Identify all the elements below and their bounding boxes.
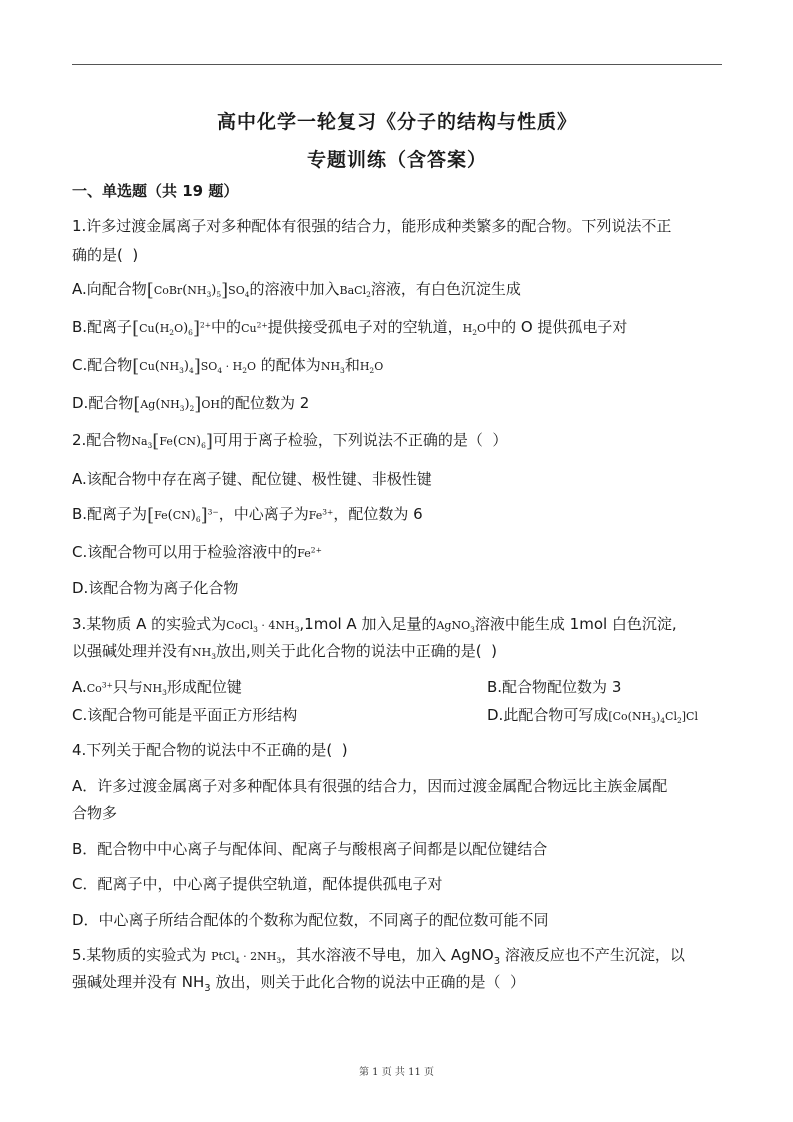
header-rule <box>72 64 722 65</box>
formula-cu-h2o-ion: $[Cu(H_2O)_6]^{2+}$ <box>132 318 212 339</box>
formula-na3-fe-cn6: $Na_3[Fe(CN)_6]$ <box>131 431 213 452</box>
formula-fe-cn6-ion: $[Fe(CN)_6]^{3-}$ <box>147 505 219 526</box>
formula-fe3plus: $Fe^{3+}$ <box>308 507 334 522</box>
formula-agno3: AgNO$_3$ <box>436 619 475 635</box>
q3-stem-line2: 以强碱处理并没有$NH_3$放出,则关于此化合物的说法中正确的是( ) <box>72 642 498 662</box>
q2-option-b: B.配离子为$[Fe(CN)_6]^{3-}$，中心离子为$Fe^{3+}$，配位数为 6 <box>72 505 423 526</box>
formula-nh3: $NH_3$ <box>142 682 167 698</box>
q1-option-b: B.配离子$[Cu(H_2O)_6]^{2+}$中的$Cu^{2+}$提供接受孤电子对的空轨道，$H_2O$中的 O 提供孤电子对 <box>72 318 628 339</box>
q4-stem: 4.下列关于配合物的说法中不正确的是( ) <box>72 741 348 759</box>
formula-co3plus: $Co^{3+}$ <box>86 680 113 695</box>
q3-stem-line1: 3.某物质 A 的实验式为CoCl$_3$ · $4NH_3,1mol$ A 加入足量的AgNO$_3$溶液中能生成 1mol 白色沉淀, <box>72 615 677 635</box>
formula-h2o: $H_2O$ <box>359 360 384 376</box>
formula-nh3: $NH_3$ <box>320 360 345 376</box>
formula-ag-nh3-oh: $[Ag(NH_3)_2]OH$ <box>133 394 220 415</box>
formula-co-nh3-4-cl2-cl: $[Co(NH_3)_4Cl_2]Cl$ <box>608 710 698 726</box>
q4-option-c: C．配离子中，中心离子提供空轨道，配体提供孤电子对 <box>72 875 443 893</box>
q3-option-d: D.此配合物可写成$[Co(NH_3)_4Cl_2]Cl$ <box>487 706 698 726</box>
page-title: 高中化学一轮复习《分子的结构与性质》 <box>216 111 577 133</box>
q1-option-a: A.向配合物$[CoBr(NH_3)_5]SO_4$的溶液中加入BaCl$_2$溶液，有白色沉淀生成 <box>72 280 521 301</box>
q4-option-b: B．配合物中中心离子与配体间、配离子与酸根离子间都是以配位键结合 <box>72 840 548 858</box>
page-footer: 第 1 页 共 11 页 <box>359 1067 434 1078</box>
formula-cu2plus: $Cu^{2+}$ <box>241 320 268 335</box>
formula-cocl3-4nh3: CoCl$_3$ · $4NH_3$ <box>226 619 300 635</box>
formula-ptcl4-2nh3: PtCl$_4$ · $2NH_3$ <box>211 950 282 966</box>
formula-bacl2: BaCl$_2$ <box>339 284 371 300</box>
q4-option-a-line2: 合物多 <box>72 804 118 822</box>
q2-option-a: A.该配合物中存在离子键、配位键、极性键、非极性键 <box>72 470 432 488</box>
q1-stem-line1: 1.许多过渡金属离子对多种配体有很强的结合力，能形成种类繁多的配合物。下列说法不正 <box>72 217 672 235</box>
formula-cobr-complex: $[CoBr(NH_3)_5]SO_4$ <box>146 280 250 301</box>
q3-option-a: $A.Co^{3+}$只与$NH_3$形成配位键 <box>72 678 242 698</box>
q3-option-b: B.配合物配位数为 3 <box>487 678 622 696</box>
formula-fe2plus: $Fe^{2+}$ <box>297 545 322 560</box>
q3-option-c: C.该配合物可能是平面正方形结构 <box>72 706 298 724</box>
q1-option-d: D.配合物$[Ag(NH_3)_2]OH$的配位数为 2 <box>72 394 310 415</box>
formula-cu-nh3-sulfate: $[Cu(NH_3)_4]SO_4 \cdot H_2O$ <box>132 356 257 377</box>
section-heading: 一、单选题（共 19 题） <box>72 182 239 200</box>
q1-option-c: C.配合物$[Cu(NH_3)_4]SO_4 \cdot H_2O$ 的配体为$NH_3$和$H_2O$ <box>72 356 384 377</box>
q2-stem: 2.配合物$Na_3[Fe(CN)_6]$可用于离子检验，下列说法不正确的是（ ） <box>72 431 508 452</box>
formula-nh3: $NH_3$ <box>192 646 217 662</box>
q2-option-c: C.该配合物可以用于检验溶液中的$Fe^{2+}$ <box>72 543 322 561</box>
q5-stem-line2: 强碱处理并没有 $NH_3$ 放出，则关于此化合物的说法中正确的是（ ） <box>72 973 525 994</box>
q4-option-d: D．中心离子所结合配体的个数称为配位数，不同离子的配位数可能不同 <box>72 911 549 929</box>
q4-option-a-line1: A．许多过渡金属离子对多种配体具有很强的结合力，因而过渡金属配合物远比主族金属配 <box>72 777 668 795</box>
page-subtitle: 专题训练（含答案） <box>306 149 487 171</box>
q2-option-d: D.该配合物为离子化合物 <box>72 579 239 597</box>
q5-stem-line1: 5.某物质的实验式为 PtCl$_4$ · $2NH_3$，其水溶液不导电，加入 AgNO$_3$ 溶液反应也不产生沉淀，以 <box>72 946 685 967</box>
q1-stem-line2: 确的是( ) <box>72 246 139 264</box>
formula-h2o: $H_2O$ <box>462 322 487 338</box>
